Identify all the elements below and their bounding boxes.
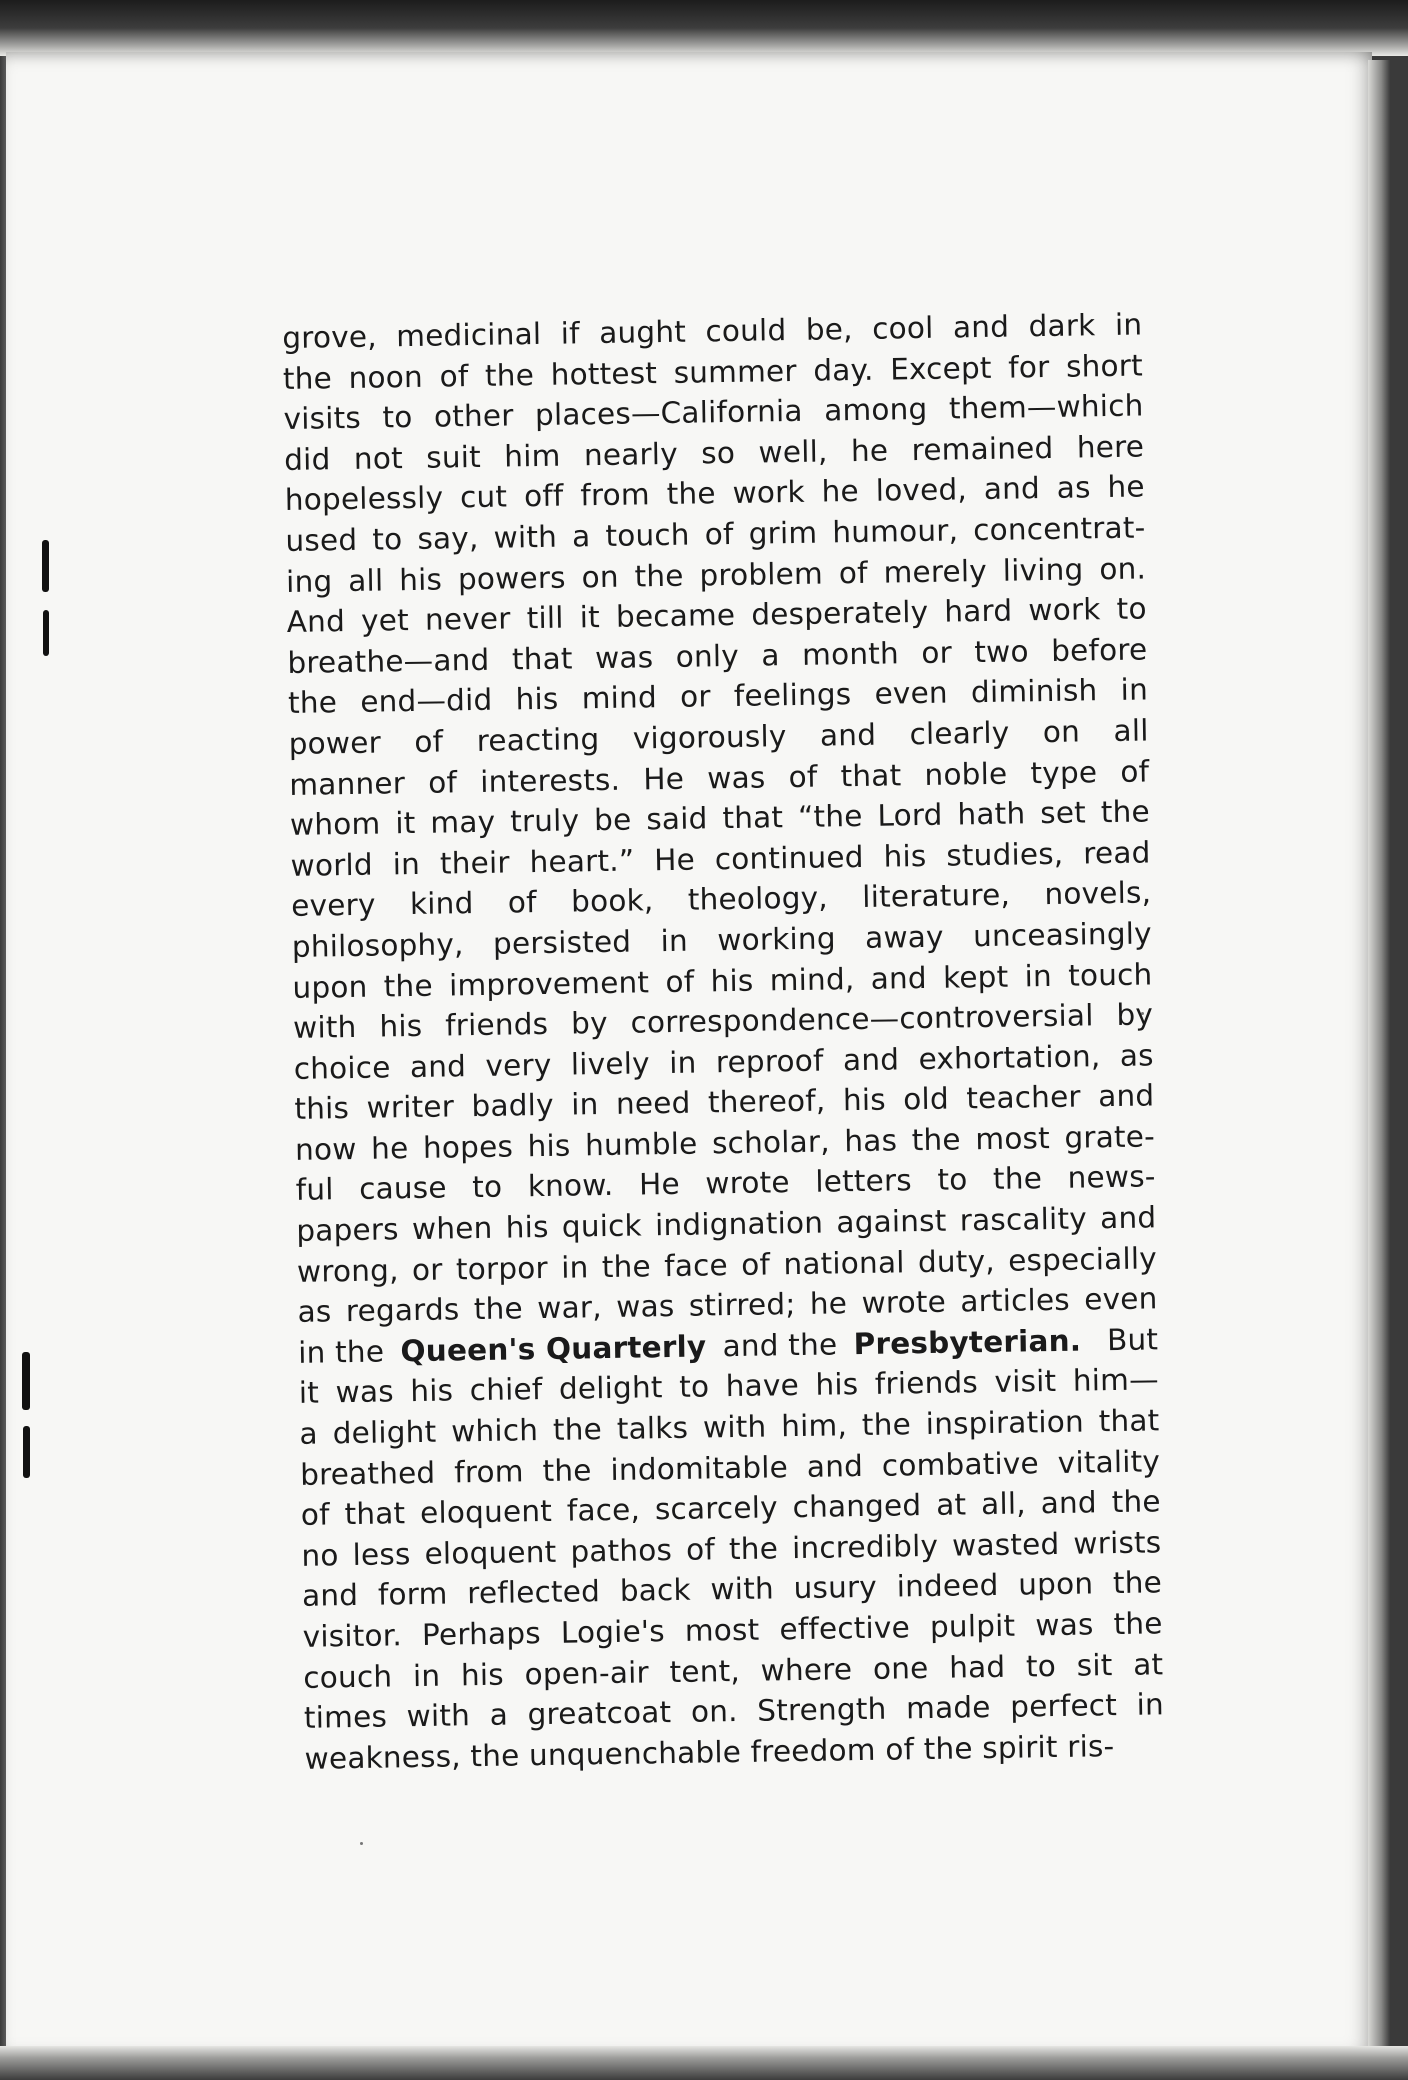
text-line: weakness, the unquenchable freedom of the spirit ris- xyxy=(304,1728,1115,1776)
text-line: of that eloquent face, scarcely changed at all, and the xyxy=(300,1484,1161,1533)
text-line: did not suit him nearly so well, he remained here xyxy=(283,429,1145,477)
text-line: power of reacting vigorously and clearly on all xyxy=(288,713,1149,761)
text-line: ful cause to know. He wrote letters to the news- xyxy=(295,1159,1156,1208)
text-line: every kind of book, theology, literature, novels, xyxy=(290,875,1152,924)
publication-title-presbyterian: Presbyterian. xyxy=(853,1323,1082,1361)
text-line: choice and very lively in reproof and exhortation, as xyxy=(293,1038,1154,1086)
text-line: upon the improvement of his mind, and kept in touch xyxy=(292,956,1153,1005)
text-fragment: in the xyxy=(297,1334,394,1370)
binding-mark-lower-1 xyxy=(22,1352,30,1410)
text-fragment: But xyxy=(1087,1322,1159,1358)
text-line: as regards the war, was stirred; he wrote articles even xyxy=(297,1281,1158,1330)
text-line: philosophy, persisted in working away unceasingly xyxy=(291,916,1153,964)
text-line: couch in his open-air tent, where one had to sit at xyxy=(303,1646,1164,1695)
scan-top-edge xyxy=(0,0,1408,56)
binding-mark-upper-2 xyxy=(43,610,49,656)
text-line: used to say, with a touch of grim humour, concentrat- xyxy=(285,510,1146,558)
page-right-edge xyxy=(1368,60,1390,2050)
text-line: breathed from the indomitable and combative vitality xyxy=(299,1443,1161,1492)
text-line: manner of interests. He was of that noble type of xyxy=(289,753,1150,802)
binding-mark-lower-2 xyxy=(23,1426,30,1478)
text-line: a delight which the talks with him, the inspiration that xyxy=(299,1403,1160,1451)
text-line: papers when his quick indignation against rascality and xyxy=(296,1200,1157,1248)
body-text xyxy=(282,304,1165,1779)
text-line: wrong, or torpor in the face of national duty, especially xyxy=(296,1241,1158,1289)
text-fragment: and the xyxy=(712,1327,848,1364)
text-line: times with a greatcoat on. Strength made perfect in xyxy=(303,1687,1165,1736)
publication-title-queens-quarterly: Queen's Quarterly xyxy=(400,1329,707,1369)
text-line: ing all his powers on the problem of merely living on. xyxy=(285,551,1147,599)
text-line: world in their heart.” He continued his studies, read xyxy=(290,835,1151,883)
text-line: and form reflected back with usury indeed upon the xyxy=(301,1565,1163,1614)
text-line: visits to other places—California among them—which xyxy=(283,388,1144,437)
text-line: now he hopes his humble scholar, has the most grate- xyxy=(294,1119,1156,1167)
text-line: the end—did his mind or feelings even diminish in xyxy=(287,672,1149,721)
text-line: the noon of the hottest summer day. Except for short xyxy=(282,348,1144,396)
text-line: this writer badly in need thereof, his old teacher and xyxy=(294,1078,1155,1127)
binding-mark-upper-1 xyxy=(42,540,49,592)
text-line: with his friends by correspondence—controversial by xyxy=(292,997,1154,1046)
text-line: hopelessly cut off from the work he loved, and as he xyxy=(284,469,1146,518)
text-line: visitor. Perhaps Logie's most effective pulpit was the xyxy=(302,1606,1163,1654)
text-line: And yet never till it became desperately hard work to xyxy=(286,591,1147,640)
text-line: grove, medicinal if aught could be, cool and dark in xyxy=(282,307,1143,355)
scan-bottom-edge xyxy=(0,2046,1408,2080)
text-line: no less eloquent pathos of the incredibly wasted wrists xyxy=(301,1525,1162,1573)
paper-speck xyxy=(360,1842,363,1845)
text-line: it was his chief delight to have his friends visit him— xyxy=(298,1362,1160,1411)
text-line: whom it may truly be said that “the Lord hath set the xyxy=(289,794,1151,843)
text-line: breathe—and that was only a month or two before xyxy=(287,632,1148,680)
